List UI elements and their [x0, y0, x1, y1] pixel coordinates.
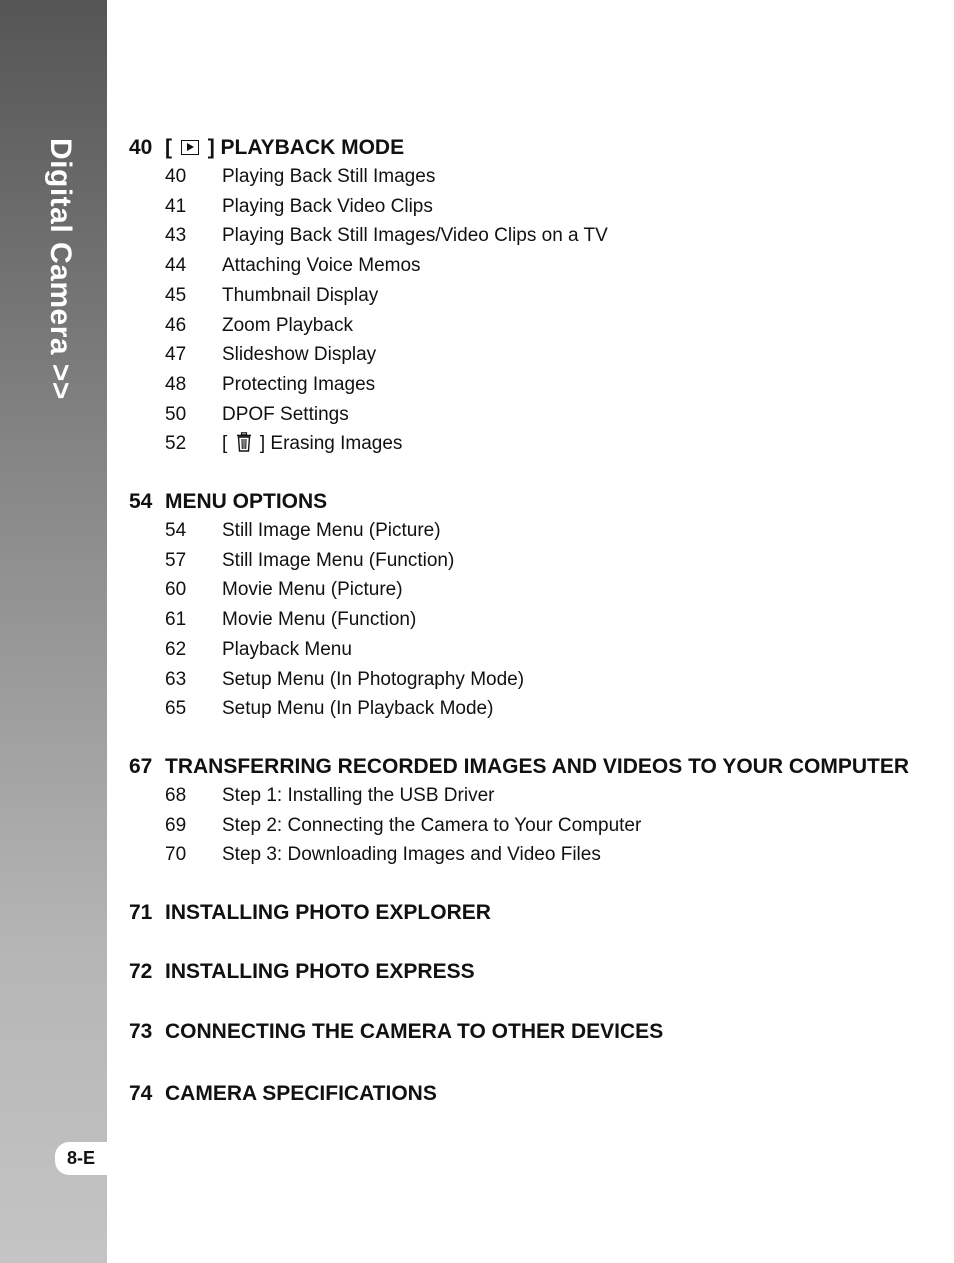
item-label: Still Image Menu (Picture)	[222, 520, 441, 542]
item-page: 69	[165, 814, 187, 836]
section-label: INSTALLING PHOTO EXPLORER	[165, 901, 491, 925]
toc-section-menu[interactable]	[129, 487, 929, 516]
toc-item[interactable]	[129, 162, 929, 192]
section-page: 71	[129, 901, 153, 925]
item-label-text: ] Erasing Images	[259, 433, 403, 455]
trash-icon	[236, 432, 252, 452]
toc-item[interactable]	[129, 694, 929, 724]
item-label	[222, 429, 402, 459]
bracket-open: [	[165, 136, 172, 159]
toc-section-express[interactable]	[129, 957, 929, 986]
item-label: Playing Back Video Clips	[222, 195, 433, 217]
item-page: 61	[165, 609, 187, 631]
item-page: 48	[165, 373, 187, 395]
item-page: 52	[165, 433, 187, 455]
toc-item[interactable]	[129, 635, 929, 665]
toc-item[interactable]	[129, 665, 929, 695]
section-page: 74	[129, 1082, 153, 1106]
toc-section-playback[interactable]	[129, 133, 929, 162]
item-page: 50	[165, 403, 187, 425]
playback-mode-icon	[181, 140, 199, 155]
section-label: MENU OPTIONS	[165, 490, 328, 514]
toc-item[interactable]	[129, 400, 929, 430]
item-page: 46	[165, 314, 187, 336]
section-page: 40	[129, 136, 153, 159]
item-label: Step 2: Connecting the Camera to Your Computer	[222, 814, 642, 836]
section-label: CONNECTING THE CAMERA TO OTHER DEVICES	[165, 1020, 664, 1044]
item-label: Protecting Images	[222, 373, 376, 395]
toc-item[interactable]	[129, 781, 929, 811]
item-page: 70	[165, 844, 187, 866]
toc-item[interactable]	[129, 251, 929, 281]
toc-item[interactable]	[129, 840, 929, 870]
toc-item[interactable]	[129, 429, 929, 459]
toc-item[interactable]	[129, 546, 929, 576]
toc-section-transfer[interactable]	[129, 752, 929, 781]
toc-item[interactable]	[129, 370, 929, 400]
toc-section-explorer[interactable]	[129, 898, 929, 927]
section-page: 72	[129, 960, 153, 984]
section-label: CAMERA SPECIFICATIONS	[165, 1082, 437, 1106]
toc-section-devices[interactable]	[129, 1017, 929, 1046]
item-page: 47	[165, 344, 187, 366]
toc-item[interactable]	[129, 605, 929, 635]
item-label: Setup Menu (In Photography Mode)	[222, 668, 525, 690]
item-label: Thumbnail Display	[222, 284, 379, 306]
item-label: DPOF Settings	[222, 403, 349, 425]
item-label: Step 1: Installing the USB Driver	[222, 784, 495, 806]
item-label: Playing Back Still Images/Video Clips on a TV	[222, 225, 608, 247]
item-page: 65	[165, 698, 187, 720]
sidebar	[0, 0, 107, 1263]
toc-section-specs[interactable]	[129, 1079, 929, 1108]
section-page: 73	[129, 1020, 153, 1044]
item-label: Playback Menu	[222, 638, 352, 660]
section-page: 54	[129, 490, 153, 514]
item-page: 68	[165, 784, 187, 806]
section-label: INSTALLING PHOTO EXPRESS	[165, 960, 475, 984]
item-page: 57	[165, 549, 187, 571]
item-label: Playing Back Still Images	[222, 166, 436, 187]
item-label: Attaching Voice Memos	[222, 255, 421, 277]
toc-item[interactable]	[129, 340, 929, 370]
toc-item[interactable]	[129, 311, 929, 341]
bracket-open: [	[222, 433, 228, 455]
sidebar-title: Digital Camera >>	[44, 138, 77, 400]
toc-item[interactable]	[129, 281, 929, 311]
toc-item[interactable]	[129, 811, 929, 841]
toc-item[interactable]	[129, 192, 929, 222]
item-page: 54	[165, 520, 187, 542]
item-label: Movie Menu (Function)	[222, 609, 417, 631]
table-of-contents	[129, 133, 929, 1108]
item-label: Setup Menu (In Playback Mode)	[222, 698, 494, 720]
item-page: 41	[165, 195, 187, 217]
item-page: 44	[165, 255, 187, 277]
toc-item[interactable]	[129, 221, 929, 251]
section-label: TRANSFERRING RECORDED IMAGES AND VIDEOS TO YOUR COMPUTER	[165, 754, 910, 778]
item-page: 40	[165, 166, 187, 187]
section-label	[165, 133, 929, 162]
item-label: Slideshow Display	[222, 344, 377, 366]
item-page: 60	[165, 579, 187, 601]
item-label: Zoom Playback	[222, 314, 353, 336]
section-page: 67	[129, 754, 153, 778]
item-label: Still Image Menu (Function)	[222, 549, 455, 571]
item-label: Step 3: Downloading Images and Video Files	[222, 844, 601, 866]
bracket-close: ]	[207, 136, 215, 159]
item-page: 63	[165, 668, 187, 690]
item-label: Movie Menu (Picture)	[222, 579, 403, 601]
item-page: 43	[165, 225, 187, 247]
section-title-text: PLAYBACK MODE	[220, 136, 405, 159]
page-number: 8-E	[55, 1142, 107, 1175]
toc-item[interactable]	[129, 516, 929, 546]
item-page: 62	[165, 638, 187, 660]
toc-item[interactable]	[129, 575, 929, 605]
item-page: 45	[165, 284, 187, 306]
